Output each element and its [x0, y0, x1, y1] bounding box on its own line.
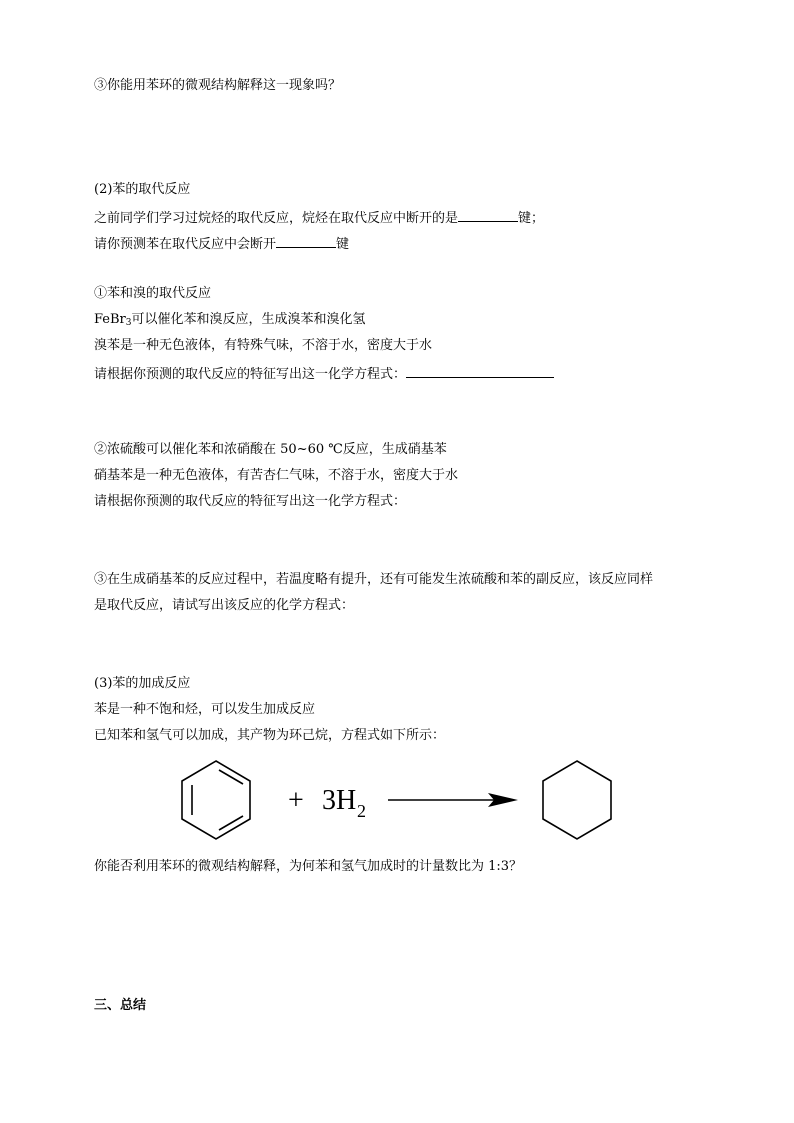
hydrogenation-equation	[170, 755, 630, 859]
benzene-bond-question	[94, 233, 349, 254]
nitration-equation-prompt: 请根据你预测的取代反应的特征写出这一化学方程式：	[94, 494, 407, 509]
plus-sign: +	[288, 785, 304, 816]
hydrogenation-description: 已知苯和氢气可以加成，其产物为环己烷，方程式如下所示：	[94, 728, 446, 743]
febr3-formula: FeBr$_3$	[94, 312, 132, 328]
alkane-bond-question	[94, 207, 544, 228]
bromination-equation-blank[interactable]	[406, 363, 554, 378]
nitrobenzene-properties: 硝基苯是一种无色液体，有苦杏仁气味，不溶于水，密度大于水	[94, 468, 459, 483]
nitration-conditions: ②浓硫酸可以催化苯和浓硝酸在 50~60 ℃反应，生成硝基苯	[94, 442, 447, 457]
side-reaction-text-2: 是取代反应，请试写出该反应的化学方程式：	[94, 598, 355, 613]
stoichiometry-question: 你能否利用苯环的微观结构解释，为何苯和氢气加成时的计量数比为 1:3？	[94, 859, 523, 874]
benzene-bond-suffix: 键	[336, 237, 350, 252]
benzene-bond-text: 请你预测苯在取代反应中会断开	[94, 237, 277, 252]
hydrogen-coefficient: 3H	[322, 785, 357, 816]
bromobenzene-properties: 溴苯是一种无色液体，有特殊气味，不溶于水，密度大于水	[94, 338, 433, 353]
bromination-equation-prompt: 请根据你预测的取代反应的特征写出这一化学方程式：	[94, 363, 554, 384]
bromination-title: ①苯和溴的取代反应	[94, 286, 212, 301]
benzene-ring-icon	[182, 761, 250, 839]
cyclohexane-ring-icon	[543, 761, 611, 839]
bromination-catalyst-line: FeBr$_3$可以催化苯和溴反应，生成溴苯和溴化氢	[94, 312, 366, 328]
section-title-addition: (3)苯的加成反应	[94, 676, 191, 691]
equation-svg	[170, 755, 630, 855]
summary-title: 三、总结	[94, 998, 147, 1013]
alkane-bond-blank[interactable]	[458, 207, 518, 222]
benzene-bond-blank[interactable]	[276, 233, 336, 248]
addition-description: 苯是一种不饱和烃，可以发生加成反应	[94, 702, 316, 717]
side-reaction-text-1: ③在生成硝基苯的反应过程中，若温度略有提升，还有可能发生浓硫酸和苯的副反应，该反应同样	[94, 572, 654, 587]
question-microstructure: ③你能用苯环的微观结构解释这一现象吗？	[94, 78, 342, 93]
reaction-arrow-icon	[388, 793, 518, 807]
alkane-bond-text: 之前同学们学习过烷烃的取代反应，烷烃在取代反应中断开的是	[94, 211, 459, 226]
alkane-bond-suffix: 键；	[518, 211, 545, 226]
section-title-substitution: (2)苯的取代反应	[94, 182, 191, 197]
hydrogen-subscript: 2	[357, 801, 366, 821]
